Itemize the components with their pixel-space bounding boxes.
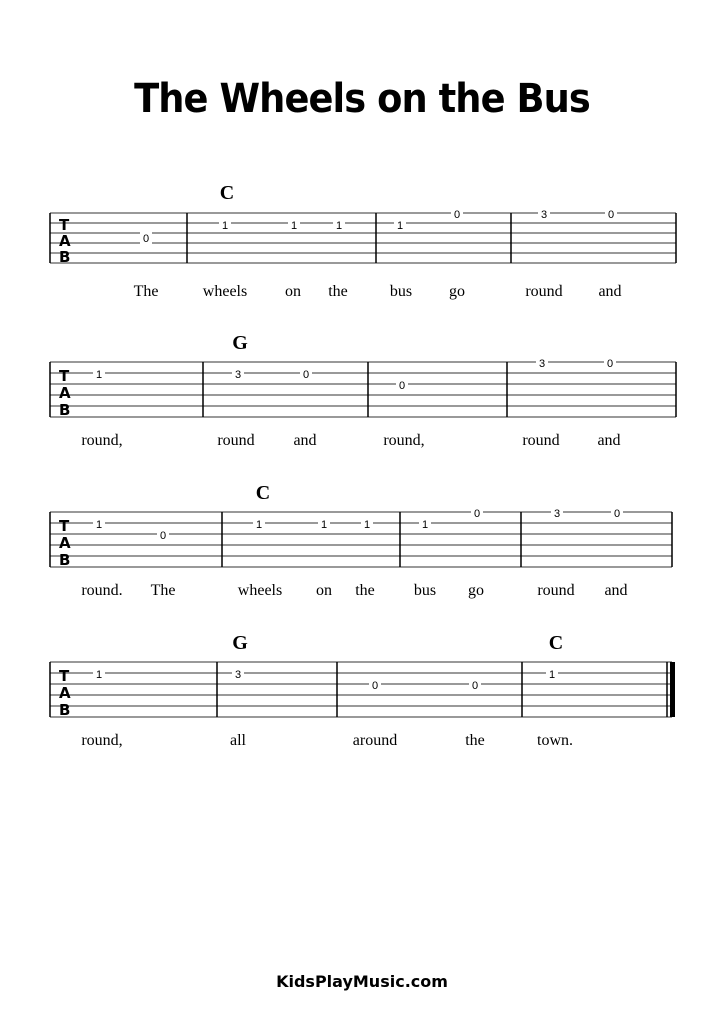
tab-system-2: [0, 330, 724, 470]
tab-note: 1: [421, 519, 429, 531]
tab-note: 0: [398, 380, 406, 392]
chord-label: G: [232, 632, 248, 654]
tab-staff: [0, 630, 724, 730]
tab-note: 1: [255, 519, 263, 531]
lyric-word: and: [597, 432, 621, 449]
chord-label: G: [232, 332, 248, 354]
lyric-word: bus: [413, 582, 437, 599]
lyric-word: bus: [389, 283, 413, 300]
lyric-word: around: [352, 732, 398, 749]
tab-clef-t: T: [59, 216, 70, 234]
lyric-word: and: [604, 582, 628, 599]
tab-clef-b: B: [59, 248, 71, 266]
lyric-word: town.: [537, 732, 573, 749]
tab-clef-a: A: [59, 232, 71, 250]
tab-note: 0: [371, 680, 379, 692]
tab-system-4: [0, 630, 724, 770]
tab-note: 3: [538, 358, 546, 370]
tab-note: 1: [363, 519, 371, 531]
tab-note: 3: [553, 508, 561, 520]
lyric-word: and: [293, 432, 317, 449]
page-title: The Wheels on the Bus: [134, 76, 590, 122]
tab-clef-a: A: [59, 684, 71, 702]
tab-staff: [0, 180, 724, 280]
tab-clef-b: B: [59, 551, 71, 569]
tab-clef-a: A: [59, 384, 71, 402]
tab-note: 0: [606, 358, 614, 370]
lyric-word: round: [537, 582, 575, 599]
tab-note: 1: [95, 369, 103, 381]
chord-label: C: [255, 482, 271, 504]
tab-clef-t: T: [59, 667, 70, 685]
tab-clef-b: B: [59, 401, 71, 419]
lyric-word: the: [355, 582, 375, 599]
tab-note: 1: [320, 519, 328, 531]
tab-note: 0: [453, 209, 461, 221]
lyric-word: go: [468, 582, 484, 599]
lyric-word: all: [230, 732, 246, 749]
lyric-word: wheels: [237, 582, 283, 599]
tab-clef-t: T: [59, 517, 70, 535]
tab-clef-b: B: [59, 701, 71, 719]
chord-label: C: [548, 632, 564, 654]
tab-note: 3: [234, 669, 242, 681]
tab-note: 0: [473, 508, 481, 520]
lyric-word: round: [217, 432, 255, 449]
lyric-word: go: [449, 283, 465, 300]
lyric-word: round: [525, 283, 563, 300]
tab-note: 0: [302, 369, 310, 381]
tab-note: 0: [471, 680, 479, 692]
lyric-word: on: [285, 283, 301, 300]
tab-clef-a: A: [59, 534, 71, 552]
lyric-word: The: [133, 283, 159, 300]
lyric-word: The: [150, 582, 176, 599]
lyric-word: and: [598, 283, 622, 300]
tab-note: 1: [396, 220, 404, 232]
lyric-word: round,: [383, 432, 425, 449]
tab-note: 0: [607, 209, 615, 221]
lyric-word: round: [522, 432, 560, 449]
tab-note: 1: [221, 220, 229, 232]
tab-note: 0: [142, 233, 150, 245]
lyric-word: round.: [81, 582, 123, 599]
lyric-word: on: [316, 582, 332, 599]
lyric-word: round,: [81, 432, 123, 449]
tab-note: 3: [540, 209, 548, 221]
lyric-word: the: [328, 283, 348, 300]
lyric-word: wheels: [202, 283, 248, 300]
tab-clef-t: T: [59, 367, 70, 385]
final-barline: [670, 662, 675, 717]
lyric-word: the: [465, 732, 485, 749]
tab-note: 1: [335, 220, 343, 232]
tab-system-1: [0, 180, 724, 320]
tab-note: 1: [95, 519, 103, 531]
tab-note: 1: [548, 669, 556, 681]
tab-staff: [0, 480, 724, 580]
tab-note: 0: [613, 508, 621, 520]
lyric-word: round,: [81, 732, 123, 749]
footer-site-link: KidsPlayMusic.com: [276, 972, 448, 991]
chord-label: C: [219, 182, 235, 204]
tab-note: 0: [159, 530, 167, 542]
tab-system-3: [0, 480, 724, 620]
tab-staff: [0, 330, 724, 430]
tab-note: 3: [234, 369, 242, 381]
tab-note: 1: [95, 669, 103, 681]
tab-note: 1: [290, 220, 298, 232]
